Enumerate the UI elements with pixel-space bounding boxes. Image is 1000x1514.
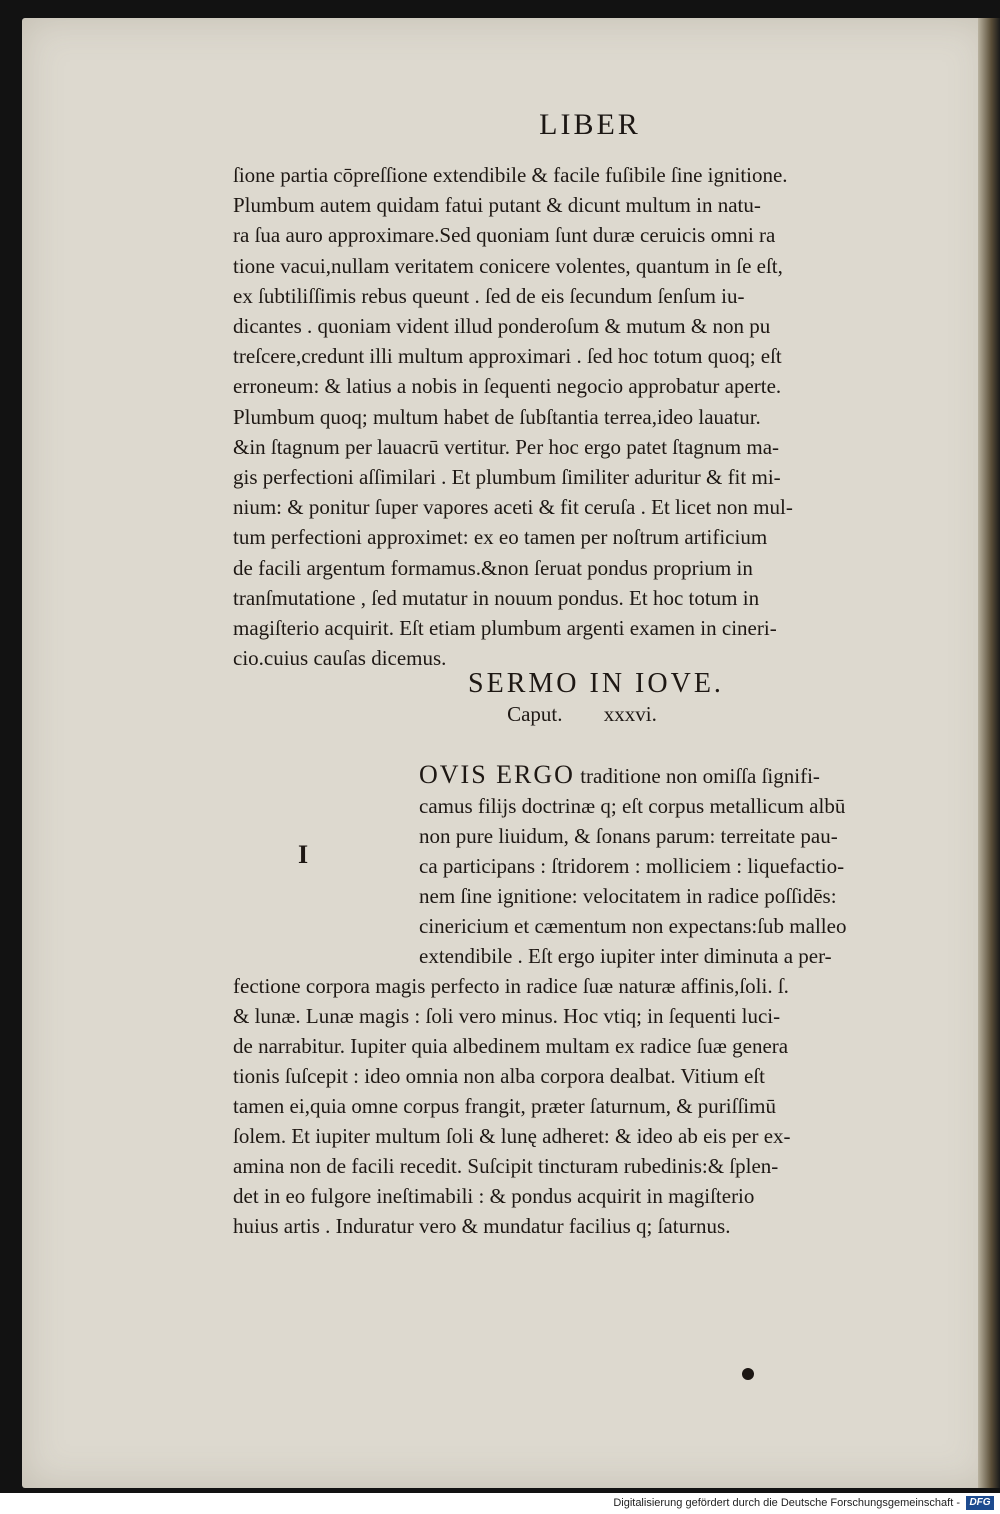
chapter-subtitle-text	[507, 702, 657, 726]
section-title-text: SERMO IN IOVE.	[468, 668, 724, 699]
ink-dot	[742, 1368, 754, 1380]
text-line: amina non de facili recedit. Suſcipit tincturam rubedinis:& ſplen-	[233, 1154, 779, 1178]
text-line: de facili argentum formamus.&non ſeruat pondus proprium in	[233, 555, 753, 580]
text-line: gis perfectioni aſſimilari . Et plumbum ſimiliter aduritur & fit mi-	[233, 465, 781, 490]
text-line: Plumbum autem quidam fatui putant & dicunt multum in natu-	[233, 193, 761, 218]
running-title: LIBER	[539, 108, 641, 141]
text-line: huius artis . Induratur vero & mundatur facilius q; ſaturnus.	[233, 1214, 731, 1238]
text-line: nium: & ponitur ſuper vapores aceti & fit ceruſa . Et licet non mul-	[233, 495, 793, 520]
text-line: fectione corpora magis perfecto in radice ſuæ naturæ affinis,ſoli. ſ.	[233, 974, 789, 998]
text-line-rest: traditione non omiſſa ſignifi-	[580, 764, 820, 788]
running-header	[0, 108, 1000, 142]
text-line: & lunæ. Lunæ magis : ſoli vero minus. Hoc vtiq; in ſequenti luci-	[233, 1004, 781, 1028]
text-line: erroneum: & latius a nobis in ſequenti negocio approbatur aperte.	[233, 374, 782, 399]
chapter-number: xxxvi.	[603, 702, 657, 726]
text-line	[233, 760, 933, 791]
text-line: ſolem. Et iupiter multum ſoli & lunę adheret: & ideo ab eis per ex-	[233, 1124, 791, 1148]
text-line: tione vacui,nullam veritatem conicere volentes, quantum in ſe eſt,	[233, 253, 783, 278]
text-line: magiſterio acquirit. Eſt etiam plumbum argenti examen in cineri-	[233, 616, 777, 641]
text-line: &in ſtagnum per lauacrū vertitur. Per hoc ergo patet ſtagnum ma-	[233, 434, 780, 459]
marginal-letter: I	[298, 840, 309, 869]
footer-bar	[0, 1493, 1000, 1514]
dfg-logo[interactable]: DFG	[966, 1496, 994, 1510]
text-line: dicantes . quoniam vident illud ponderoſum & mutum & non pu	[233, 314, 771, 339]
text-line: camus filijs doctrinæ q; eſt corpus metallicum albū	[419, 794, 846, 818]
text-line: det in eo fulgore ineſtimabili : & pondus acquirit in magiſterio	[233, 1184, 755, 1208]
text-line: tionis ſuſcepit : ideo omnia non alba corpora dealbat. Vitium eſt	[233, 1064, 765, 1088]
text-line: nem ſine ignitione: velocitatem in radice poſſidēs:	[419, 884, 837, 908]
section-title	[0, 668, 1000, 700]
text-line: tum perfectioni approximet: ex eo tamen per noſtrum artificium	[233, 525, 768, 550]
text-line: non pure liuidum, & ſonans parum: terreitate pau-	[419, 824, 838, 848]
chapter-subtitle	[0, 702, 1000, 727]
initial-words: OVIS ERGO	[419, 760, 575, 789]
page-edge	[978, 18, 1000, 1488]
text-line: tranſmutatione , ſed mutatur in nouum pondus. Et hoc totum in	[233, 585, 760, 610]
text-line: cinericium et cæmentum non expectans:ſub malleo	[419, 914, 847, 938]
text-line: de narrabitur. Iupiter quia albedinem multam ex radice ſuæ genera	[233, 1034, 789, 1058]
text-line: ex ſubtiliſſimis rebus queunt . ſed de eis ſecundum ſenſum iu-	[233, 283, 745, 308]
paragraph-1	[233, 160, 933, 673]
text-line: cio.cuius cauſas dicemus.	[233, 646, 447, 671]
text-line: treſcere,credunt illi multum approximari . ſed hoc totum quoq; eſt	[233, 344, 782, 369]
text-line: extendibile . Eſt ergo iupiter inter diminuta a per-	[419, 944, 832, 968]
paragraph-2	[233, 760, 933, 1241]
chapter-word: Caput.	[507, 702, 563, 726]
text-line: ſione partia cōpreſſione extendibile & facile fuſibile ſine ignitione.	[233, 163, 788, 187]
text-line: ca participans : ſtridorem : molliciem : liquefactio-	[419, 854, 845, 878]
funding-notice: Digitalisierung gefördert durch die Deutsche Forschungsgemeinschaft -	[613, 1497, 960, 1509]
text-line: ra ſua auro approximare.Sed quoniam ſunt duræ ceruicis omni ra	[233, 223, 776, 248]
text-line: tamen ei,quia omne corpus frangit, præter ſaturnum, & puriſſimū	[233, 1094, 776, 1118]
text-line: Plumbum quoq; multum habet de ſubſtantia terrea,ideo lauatur.	[233, 404, 761, 429]
